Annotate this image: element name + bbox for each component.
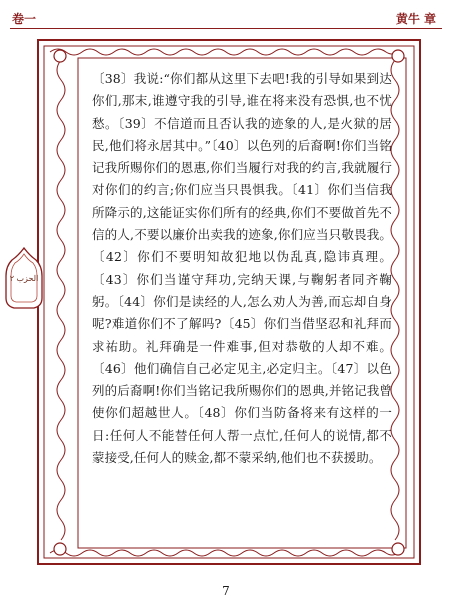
- page-body: [92, 68, 392, 538]
- page-number: 7: [222, 584, 230, 598]
- body-paragraph: 〔38〕我说:“你们都从这里下去吧!我的引导如果到达你们,那末,谁遵守我的引导,谁在将来没有恐惧,也不忧愁。〔39〕不信道而且否认我的迹象的人,是火狱的居民,他们将永居其中。”〔40〕以色列的后裔啊!你们当铭记我所赐你们的恩惠,你们当履行对我的约言,我就履行对你们的约言;你们应当只畏惧我。〔41〕你们当信我所降示的,这能证实你们所有的经典,你们不要做首先不信的人,不要以廉价出卖我的迹象,你们应当只敬畏我。〔42〕你们不要明知故犯地以伪乱真,隐讳真理。〔43〕你们当谨守拜功,完纳天课,与鞠躬者同齐鞠躬。〔44〕你们是读经的人,怎么劝人为善,而忘却自身呢?难道你们不了解吗?〔45〕你们当借坚忍和礼拜而求祐助。礼拜确是一件难事,但对恭敬的人却不难。〔46〕他们确信自己必定见主,必定归主。〔47〕以色列的后裔啊!你们当铭记我所赐你们的恩典,并铭记我曾使你们超越世人。〔48〕你们当防备将来有这样的一日:任何人不能替任何人帮一点忙,任何人的说情,都不蒙接受,任何人的赎金,都不蒙采纳,他们也不获援助。: [92, 71, 392, 466]
- hizb-label: الحزب ٢: [9, 274, 39, 283]
- volume-label: 卷一: [12, 12, 37, 26]
- chapter-title: 黄牛 章: [395, 12, 436, 26]
